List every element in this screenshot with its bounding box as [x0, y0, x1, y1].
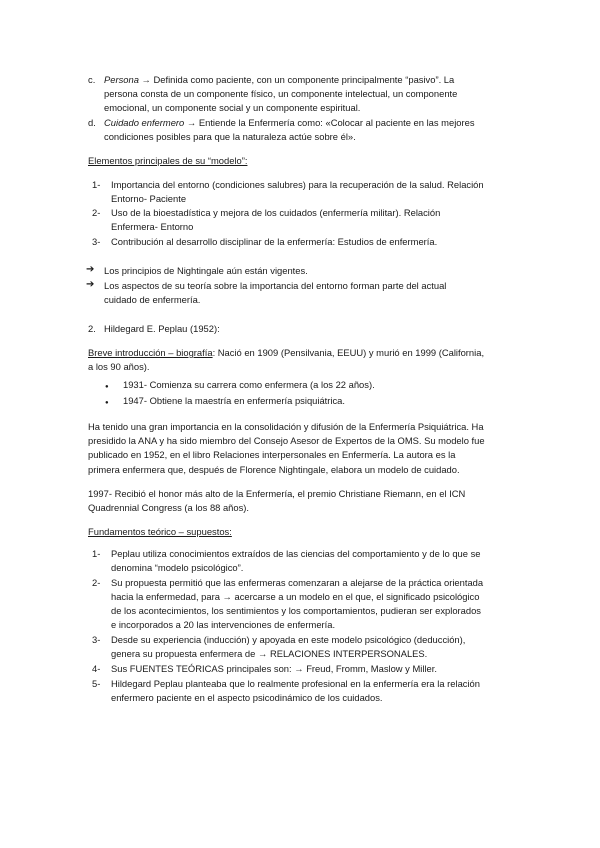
list-item-persona-line-3: emocional, un componente social y un componente espiritual. [104, 102, 361, 113]
fundamento-3-line-2: genera su propuesta enfermera de → RELACIONES INTERPERSONALES. [111, 648, 428, 659]
list-item-persona-line-2: persona consta de un componente físico, un componente intelectual, un componente [104, 88, 458, 99]
fundamento-2-line-1: Su propuesta permitió que las enfermeras comenzaran a alejarse de la práctica orientada [111, 577, 484, 588]
bullet-icon: ● [105, 384, 109, 390]
element-item-3-line-1: Contribución al desarrollo disciplinar de la enfermería: Estudios de enfermería. [111, 236, 438, 247]
fundamento-5-line-1: Hildegard Peplau planteaba que lo realmente profesional en la enfermería era la relación [111, 678, 480, 689]
bio-bullet-2: 1947- Obtiene la maestría en enfermería psiquiátrica. [123, 395, 345, 406]
element-number: 2- [92, 207, 101, 218]
paragraph-1-line-1: Ha tenido una gran importancia en la consolidación y difusión de la Enfermería Psiquiátrica. Ha [88, 421, 484, 432]
fundamento-number: 1- [92, 548, 101, 559]
paragraph-1-line-4: primera enfermera que, después de Florence Nightingale, elabora un modelo de cuidado. [88, 464, 460, 475]
list-item-cuidado-line-1: Cuidado enfermero → Entiende la Enfermería como: «Colocar al paciente en las mejores [104, 117, 475, 128]
paragraph-2-line-1: 1997- Recibió el honor más alto de la Enfermería, el premio Christiane Riemann, en el ICN [88, 488, 466, 499]
fundamento-1-line-1: Peplau utiliza conocimientos extraídos de las ciencias del comportamiento y de lo que se [111, 548, 481, 559]
term-persona: Persona [104, 74, 139, 85]
paragraph-1-line-2: presidido la ANA y ha sido miembro del Consejo Asesor de Expertos de la OMS. Su modelo fue [88, 435, 485, 446]
fundamento-2-line-2: hacia la enfermedad, para → acercarse a un modelo en el que, el significado psicológico [111, 591, 480, 602]
fundamento-number: 2- [92, 577, 101, 588]
paragraph-2-line-2: Quadrennial Congress (a los 88 años). [88, 502, 250, 513]
list-marker-c: c. [88, 74, 96, 85]
list-marker-d: d. [88, 117, 96, 128]
list-item-cuidado-line-2: condiciones posibles para que la naturaleza actúe sobre él». [104, 131, 356, 142]
arrow-point-1-line-1: Los principios de Nightingale aún están vigentes. [104, 265, 308, 276]
bio-line-2: a los 90 años). [88, 361, 150, 372]
arrow-bullet-icon: ➔ [86, 279, 95, 290]
element-item-2-line-2: Enfermera- Entorno [111, 221, 194, 232]
element-item-2-line-1: Uso de la bioestadística y mejora de los cuidados (enfermería militar). Relación [111, 207, 441, 218]
section-title-peplau: Hildegard E. Peplau (1952): [104, 323, 220, 334]
element-item-1-line-1: Importancia del entorno (condiciones salubres) para la recuperación de la salud. Relación [111, 179, 484, 190]
fundamento-2-line-4: e incorporados a 20 las intervenciones de enfermería. [111, 619, 336, 630]
fundamento-5-line-2: enfermero paciente en el aspecto psicodinámico de los cuidados. [111, 692, 383, 703]
arrow-point-2-line-2: cuidado de enfermería. [104, 294, 201, 305]
section-heading-fundamentos: Fundamentos teórico – supuestos: [88, 526, 232, 537]
paragraph-1-line-3: publicado en 1952, en el libro Relaciones interpersonales en Enfermería. La autora es la [88, 449, 456, 460]
element-item-1-line-2: Entorno- Paciente [111, 193, 187, 204]
arrow-bullet-icon: ➔ [86, 264, 95, 275]
arrow-point-2-line-1: Los aspectos de su teoría sobre la importancia del entorno forman parte del actual [104, 280, 447, 291]
fundamento-4-line-1: Sus FUENTES TEÓRICAS principales son: → Freud, Fromm, Maslow y Miller. [111, 663, 437, 674]
fundamento-2-line-3: de los acontecimientos, los sentimientos y los comportamientos, pudieran ser explorados [111, 605, 481, 616]
list-item-persona-line-1: Persona → Definida como paciente, con un componente principalmente “pasivo”. La [104, 74, 455, 85]
fundamento-3-line-1: Desde su experiencia (inducción) y apoyada en este modelo psicológico (deducción), [111, 634, 466, 645]
bio-line-1: Breve introducción – biografía: Nació en 1909 (Pensilvania, EEUU) y murió en 1999 (California, [88, 347, 485, 358]
fundamento-1-line-2: denomina “modelo psicológico”. [111, 562, 244, 573]
element-number: 3- [92, 236, 101, 247]
fundamento-number: 5- [92, 678, 101, 689]
section-number: 2. [88, 323, 96, 334]
section-heading-elementos: Elementos principales de su “modelo”: [88, 155, 248, 166]
arrow-icon: → [186, 117, 197, 128]
bio-label: Breve introducción – biografía [88, 347, 213, 358]
fundamento-number: 3- [92, 634, 101, 645]
bullet-icon: ● [105, 400, 109, 406]
fundamento-number: 4- [92, 663, 101, 674]
term-cuidado-enfermero: Cuidado enfermero [104, 117, 185, 128]
element-number: 1- [92, 179, 101, 190]
bio-bullet-1: 1931- Comienza su carrera como enfermera (a los 22 años). [123, 379, 375, 390]
arrow-icon: → [141, 74, 151, 85]
